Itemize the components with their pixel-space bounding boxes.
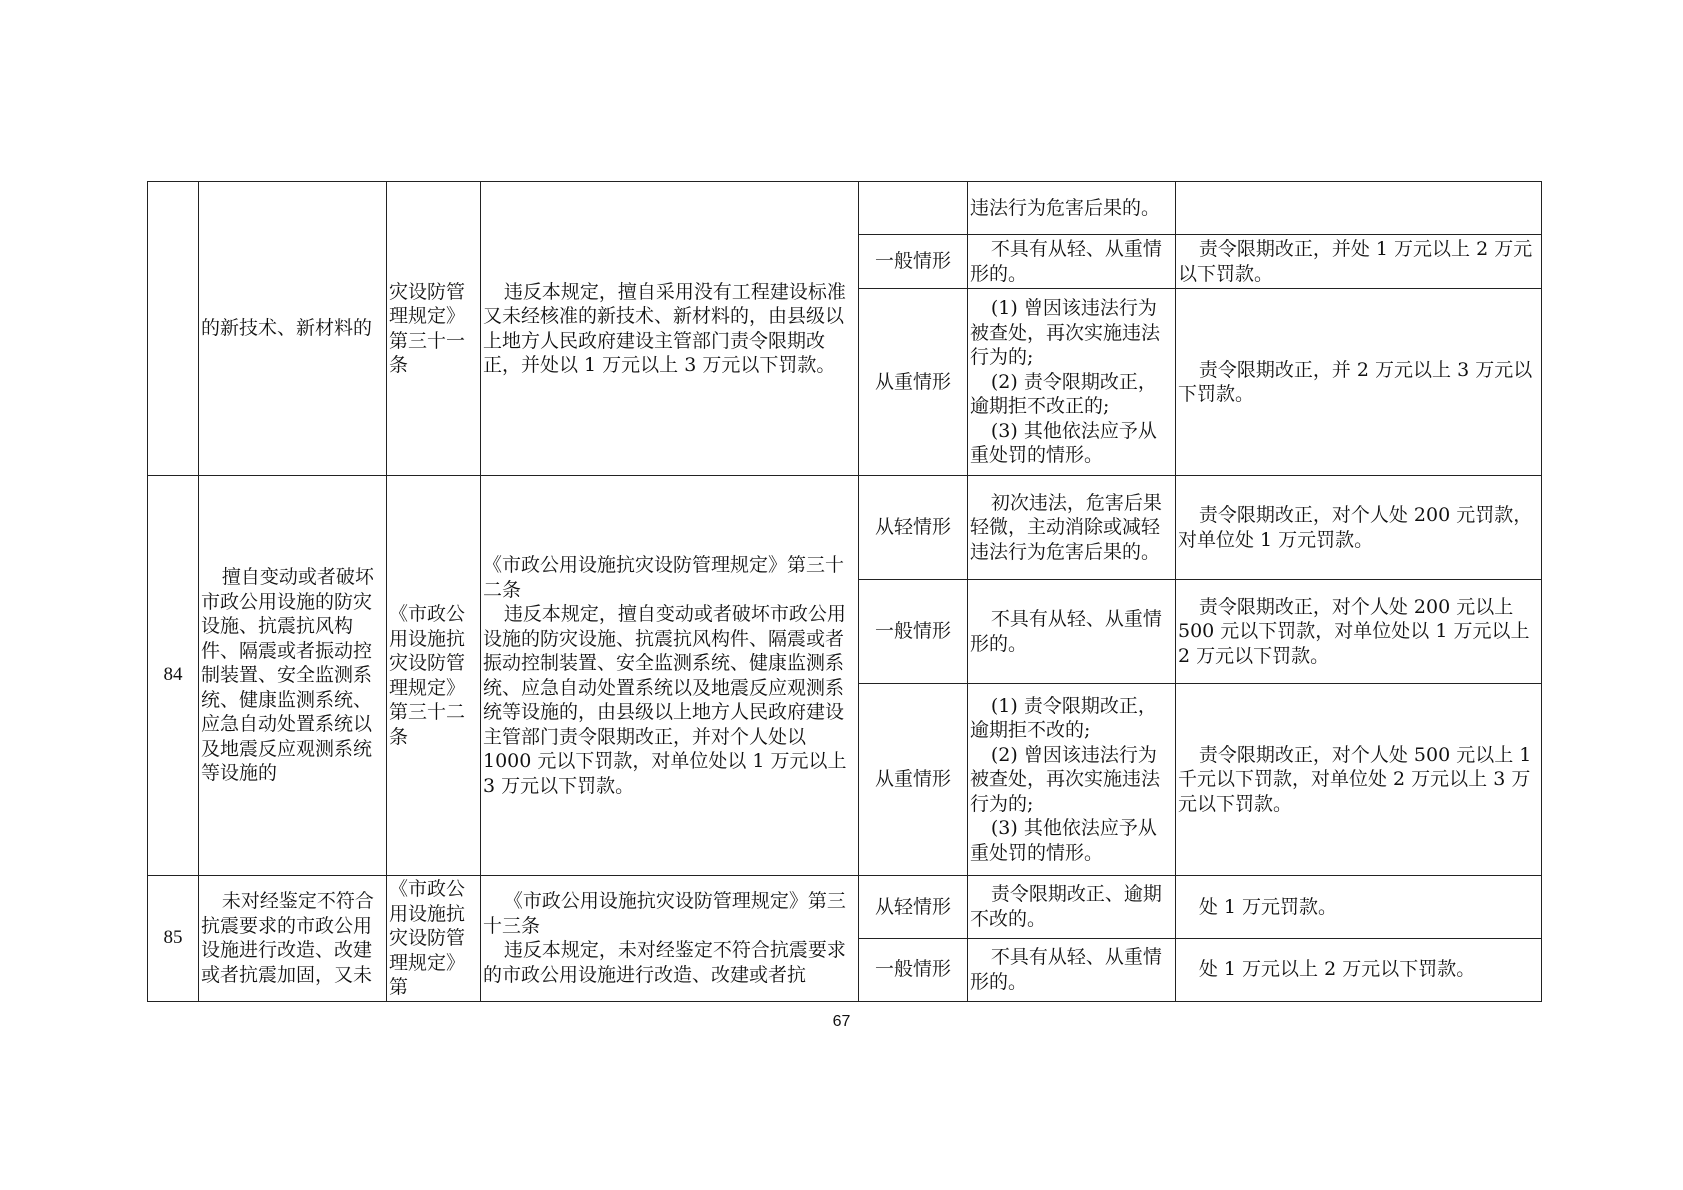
circumstance-cell: 不具有从轻、从重情形的。 — [968, 580, 1176, 684]
discretion-category — [859, 182, 968, 235]
legal-basis-cell: 灾设防管理规定》第三十一条 — [387, 182, 481, 476]
page-number: 67 — [832, 1013, 851, 1030]
illegal-behavior-cell: 的新技术、新材料的 — [199, 182, 387, 476]
circumstance-item: (3) 其他依法应予从重处罚的情形。 — [970, 419, 1157, 467]
penalty-standard-cell: 处 1 万元罚款。 — [1176, 876, 1542, 939]
circumstance-item: (3) 其他依法应予从重处罚的情形。 — [970, 817, 1157, 864]
illegal-behavior-cell: 擅自变动或者破坏市政公用设施的防灾设施、抗震抗风构件、隔震或者振动控制装置、安全监测系统、健康监测系统、应急自动处置系统以及地震反应观测系统等设施的 — [199, 476, 387, 876]
discretion-category: 从重情形 — [859, 289, 968, 476]
clause-heading: 《市政公用设施抗灾设防管理规定》第三十三条 — [483, 890, 846, 937]
table-row — [148, 876, 1542, 939]
circumstance-cell — [968, 289, 1176, 476]
penalty-standard-cell: 责令限期改正，并 2 万元以上 3 万元以下罚款。 — [1176, 289, 1542, 476]
discretion-category: 一般情形 — [859, 938, 968, 1001]
circumstance-cell: 不具有从轻、从重情形的。 — [968, 938, 1176, 1001]
penalty-standard-cell: 责令限期改正，并处 1 万元以上 2 万元以下罚款。 — [1176, 235, 1542, 289]
clause-text: 违反本规定，未对经鉴定不符合抗震要求的市政公用设施进行改造、改建或者抗 — [483, 939, 846, 986]
clause-text: 违反本规定，擅自变动或者破坏市政公用设施的防灾设施、抗震抗风构件、隔震或者振动控制装置、安全监测系统、健康监测系统、应急自动处置系统以及地震反应观测系统等设施的，由县级以上地方人民政府建设主管部门责令限期改正，并对个人处以 1000 元以下罚款，对单位处以 1 万元以上 3 万元以下罚款。 — [483, 603, 847, 797]
circumstance-cell: 违法行为危害后果的。 — [968, 182, 1176, 235]
clause-heading: 《市政公用设施抗灾设防管理规定》第三十二条 — [483, 554, 845, 601]
penalty-clause-cell — [481, 876, 859, 1002]
illegal-behavior-cell: 未对经鉴定不符合抗震要求的市政公用设施进行改造、改建或者抗震加固，又未 — [199, 876, 387, 1002]
circumstance-cell: 责令限期改正、逾期不改的。 — [968, 876, 1176, 939]
circumstance-cell — [968, 684, 1176, 876]
penalty-standard-cell — [1176, 182, 1542, 235]
legal-basis-cell: 《市政公用设施抗灾设防管理规定》第 — [387, 876, 481, 1002]
penalty-clause-cell: 违反本规定，擅自采用没有工程建设标准又未经核准的新技术、新材料的，由县级以上地方人民政府建设主管部门责令限期改正，并处以 1 万元以上 3 万元以下罚款。 — [481, 182, 859, 476]
discretion-category: 一般情形 — [859, 235, 968, 289]
item-number: 85 — [148, 876, 199, 1002]
table-row — [148, 182, 1542, 235]
circumstance-cell: 初次违法，危害后果轻微，主动消除或减轻违法行为危害后果的。 — [968, 476, 1176, 580]
penalty-standard-cell: 责令限期改正，对个人处 200 元以上 500 元以下罚款，对单位处以 1 万元以上 2 万元以下罚款。 — [1176, 580, 1542, 684]
table-row — [148, 476, 1542, 580]
item-number — [148, 182, 199, 476]
discretion-category: 从轻情形 — [859, 476, 968, 580]
penalty-standard-cell: 责令限期改正，对个人处 500 元以上 1 千元以下罚款，对单位处 2 万元以上 3 万元以下罚款。 — [1176, 684, 1542, 876]
circumstance-item: (2) 曾因该违法行为被查处，再次实施违法行为的; — [970, 743, 1161, 815]
penalty-table — [147, 181, 1542, 1002]
circumstance-item: (1) 责令限期改正，逾期拒不改的; — [970, 694, 1157, 742]
penalty-standard-cell: 责令限期改正，对个人处 200 元罚款，对单位处 1 万元罚款。 — [1176, 476, 1542, 580]
circumstance-item: (2) 责令限期改正，逾期拒不改正的; — [970, 370, 1157, 418]
circumstance-item: (1) 曾因该违法行为被查处，再次实施违法行为的; — [970, 297, 1161, 369]
legal-basis-cell: 《市政公用设施抗灾设防管理规定》第三十二条 — [387, 476, 481, 876]
penalty-clause-cell — [481, 476, 859, 876]
discretion-category: 从轻情形 — [859, 876, 968, 939]
item-number: 84 — [148, 476, 199, 876]
discretion-category: 一般情形 — [859, 580, 968, 684]
discretion-category: 从重情形 — [859, 684, 968, 876]
circumstance-cell: 不具有从轻、从重情形的。 — [968, 235, 1176, 289]
penalty-standard-cell: 处 1 万元以上 2 万元以下罚款。 — [1176, 938, 1542, 1001]
